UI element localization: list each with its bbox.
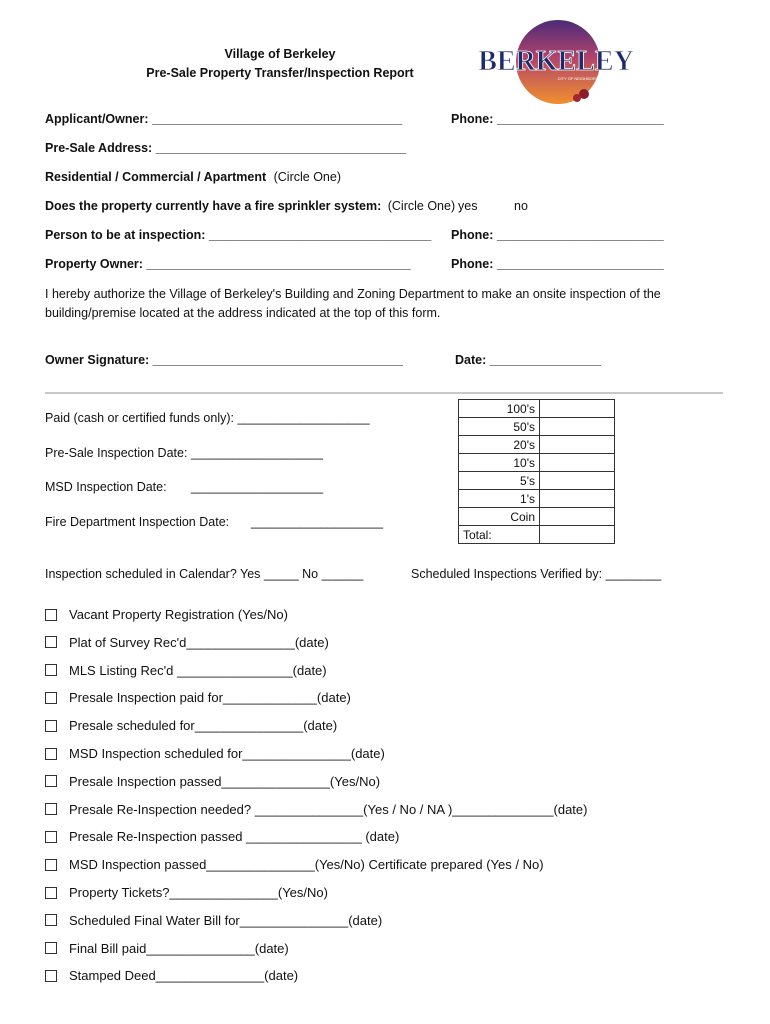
checkbox[interactable] bbox=[45, 859, 57, 871]
cash-row bbox=[459, 508, 615, 526]
cash-total-cell[interactable] bbox=[540, 526, 615, 544]
property-type-row bbox=[45, 170, 341, 184]
checklist-item bbox=[45, 663, 327, 678]
presale-address-field[interactable]: Pre-Sale Address: ____________________________________ bbox=[45, 141, 406, 155]
checkbox[interactable] bbox=[45, 775, 57, 787]
cash-amount-cell[interactable] bbox=[540, 490, 615, 508]
cash-row bbox=[459, 490, 615, 508]
checklist-item bbox=[45, 829, 399, 844]
checkbox[interactable] bbox=[45, 887, 57, 899]
cash-amount-cell[interactable] bbox=[540, 436, 615, 454]
checklist-item-label: MSD Inspection passed_______________(Yes/No) Certificate prepared (Yes / No) bbox=[69, 857, 544, 873]
checklist-item bbox=[45, 607, 288, 622]
verified-by-field[interactable]: Scheduled Inspections Verified by: ________ bbox=[411, 567, 662, 581]
cash-row bbox=[459, 436, 615, 454]
cash-amount-cell[interactable] bbox=[540, 418, 615, 436]
checklist-item-label: Stamped Deed_______________(date) bbox=[69, 968, 299, 984]
paid-field[interactable]: Paid (cash or certified funds only): ___________________ bbox=[45, 411, 370, 425]
checklist-item-label: Final Bill paid_______________(date) bbox=[69, 940, 289, 956]
checklist-item-label: MLS Listing Rec'd ________________(date) bbox=[69, 662, 327, 678]
cash-denomination: Coin bbox=[459, 508, 540, 526]
checklist-item bbox=[45, 746, 385, 761]
checkbox[interactable] bbox=[45, 720, 57, 732]
cash-amount-cell[interactable] bbox=[540, 454, 615, 472]
checkbox[interactable] bbox=[45, 803, 57, 815]
cash-denomination: 100's bbox=[459, 400, 540, 418]
checkbox[interactable] bbox=[45, 942, 57, 954]
sprinkler-yes-option[interactable]: yes bbox=[458, 199, 478, 213]
berkeley-logo bbox=[478, 14, 634, 108]
checklist-item bbox=[45, 635, 329, 650]
title-line-2: Pre-Sale Property Transfer/Inspection Report bbox=[146, 66, 414, 80]
checklist-item bbox=[45, 885, 328, 900]
msd-inspection-date-label: MSD Inspection Date: bbox=[45, 480, 167, 494]
logo-subtext: CITY OF NEIGHBORS bbox=[557, 76, 599, 81]
checklist-item bbox=[45, 690, 351, 705]
checklist-item bbox=[45, 718, 337, 733]
property-type-hint: (Circle One) bbox=[273, 170, 341, 184]
inspection-person-field[interactable]: Person to be at inspection: ________________________________ bbox=[45, 228, 432, 242]
sprinkler-row bbox=[45, 199, 455, 213]
authorization-text-2: building/premise located at the address indicated at the top of this form. bbox=[45, 306, 441, 320]
property-owner-field[interactable]: Property Owner: ______________________________________ bbox=[45, 257, 411, 271]
cash-row bbox=[459, 454, 615, 472]
cash-total-row bbox=[459, 526, 615, 544]
cash-row bbox=[459, 400, 615, 418]
checklist-item bbox=[45, 968, 298, 983]
checkbox[interactable] bbox=[45, 636, 57, 648]
cash-row bbox=[459, 418, 615, 436]
applicant-phone-field[interactable]: Phone: ________________________ bbox=[451, 112, 664, 126]
checkbox[interactable] bbox=[45, 831, 57, 843]
cash-amount-cell[interactable] bbox=[540, 400, 615, 418]
applicant-field[interactable]: Applicant/Owner: ____________________________________ bbox=[45, 112, 403, 126]
cash-denomination: 20's bbox=[459, 436, 540, 454]
cash-denomination: 10's bbox=[459, 454, 540, 472]
fire-inspection-date-field[interactable]: ___________________ bbox=[251, 515, 384, 529]
checklist-item bbox=[45, 774, 380, 789]
checkbox[interactable] bbox=[45, 609, 57, 621]
sprinkler-hint: (Circle One) bbox=[387, 199, 456, 213]
checkbox[interactable] bbox=[45, 914, 57, 926]
cash-amount-cell[interactable] bbox=[540, 508, 615, 526]
authorization-text-1: I hereby authorize the Village of Berkeley's Building and Zoning Department to make an onsite inspection of the bbox=[45, 287, 661, 301]
cash-denomination: 50's bbox=[459, 418, 540, 436]
logo-text: BERKELEY bbox=[478, 46, 634, 77]
checkbox[interactable] bbox=[45, 664, 57, 676]
checklist-item bbox=[45, 857, 544, 872]
fire-inspection-date-label: Fire Department Inspection Date: bbox=[45, 515, 230, 529]
title-line-1: Village of Berkeley bbox=[224, 47, 336, 61]
cash-amount-cell[interactable] bbox=[540, 472, 615, 490]
section-divider bbox=[45, 392, 723, 394]
checklist-item-label: Scheduled Final Water Bill for_______________(date) bbox=[69, 912, 383, 928]
checklist-item-label: Vacant Property Registration (Yes/No) bbox=[69, 607, 288, 622]
checklist-item-label: Presale Inspection paid for_____________(date) bbox=[69, 690, 351, 706]
sprinkler-question: Does the property currently have a fire sprinkler system: bbox=[45, 199, 382, 213]
checklist-item-label: Plat of Survey Rec'd_______________(date) bbox=[69, 634, 329, 650]
property-type-options[interactable]: Residential / Commercial / Apartment bbox=[45, 170, 267, 184]
checklist-item bbox=[45, 802, 587, 817]
sprinkler-no-option[interactable]: no bbox=[514, 199, 528, 213]
cash-total-label: Total: bbox=[459, 526, 540, 544]
checklist-item bbox=[45, 913, 382, 928]
checklist-item-label: MSD Inspection scheduled for_______________(date) bbox=[69, 746, 385, 761]
checkbox[interactable] bbox=[45, 692, 57, 704]
inspection-person-phone-field[interactable]: Phone: ________________________ bbox=[451, 228, 664, 242]
owner-signature-field[interactable]: Owner Signature: ____________________________________ bbox=[45, 353, 403, 367]
checkbox[interactable] bbox=[45, 748, 57, 760]
checklist-item-label: Presale Re-Inspection passed ________________ (date) bbox=[69, 829, 400, 845]
property-owner-phone-field[interactable]: Phone: ________________________ bbox=[451, 257, 664, 271]
signature-date-field[interactable]: Date: ________________ bbox=[455, 353, 601, 367]
cash-denomination: 5's bbox=[459, 472, 540, 490]
checklist-item-label: Presale scheduled for_______________(date) bbox=[69, 718, 338, 734]
cash-denomination: 1's bbox=[459, 490, 540, 508]
checkbox[interactable] bbox=[45, 970, 57, 982]
msd-inspection-date-field[interactable]: ___________________ bbox=[191, 480, 324, 494]
checklist-item bbox=[45, 941, 289, 956]
calendar-scheduled-field[interactable]: Inspection scheduled in Calendar? Yes _____ No ______ bbox=[45, 567, 364, 581]
presale-inspection-date-field[interactable]: Pre-Sale Inspection Date: ___________________ bbox=[45, 446, 323, 460]
cash-denomination-table bbox=[458, 399, 615, 544]
checklist-item-label: Property Tickets?_______________(Yes/No) bbox=[69, 885, 328, 900]
cash-row bbox=[459, 472, 615, 490]
checklist-item-label: Presale Re-Inspection needed? _______________(Yes / No / NA )______________(date) bbox=[69, 801, 588, 817]
checklist-item-label: Presale Inspection passed_______________(Yes/No) bbox=[69, 773, 381, 789]
